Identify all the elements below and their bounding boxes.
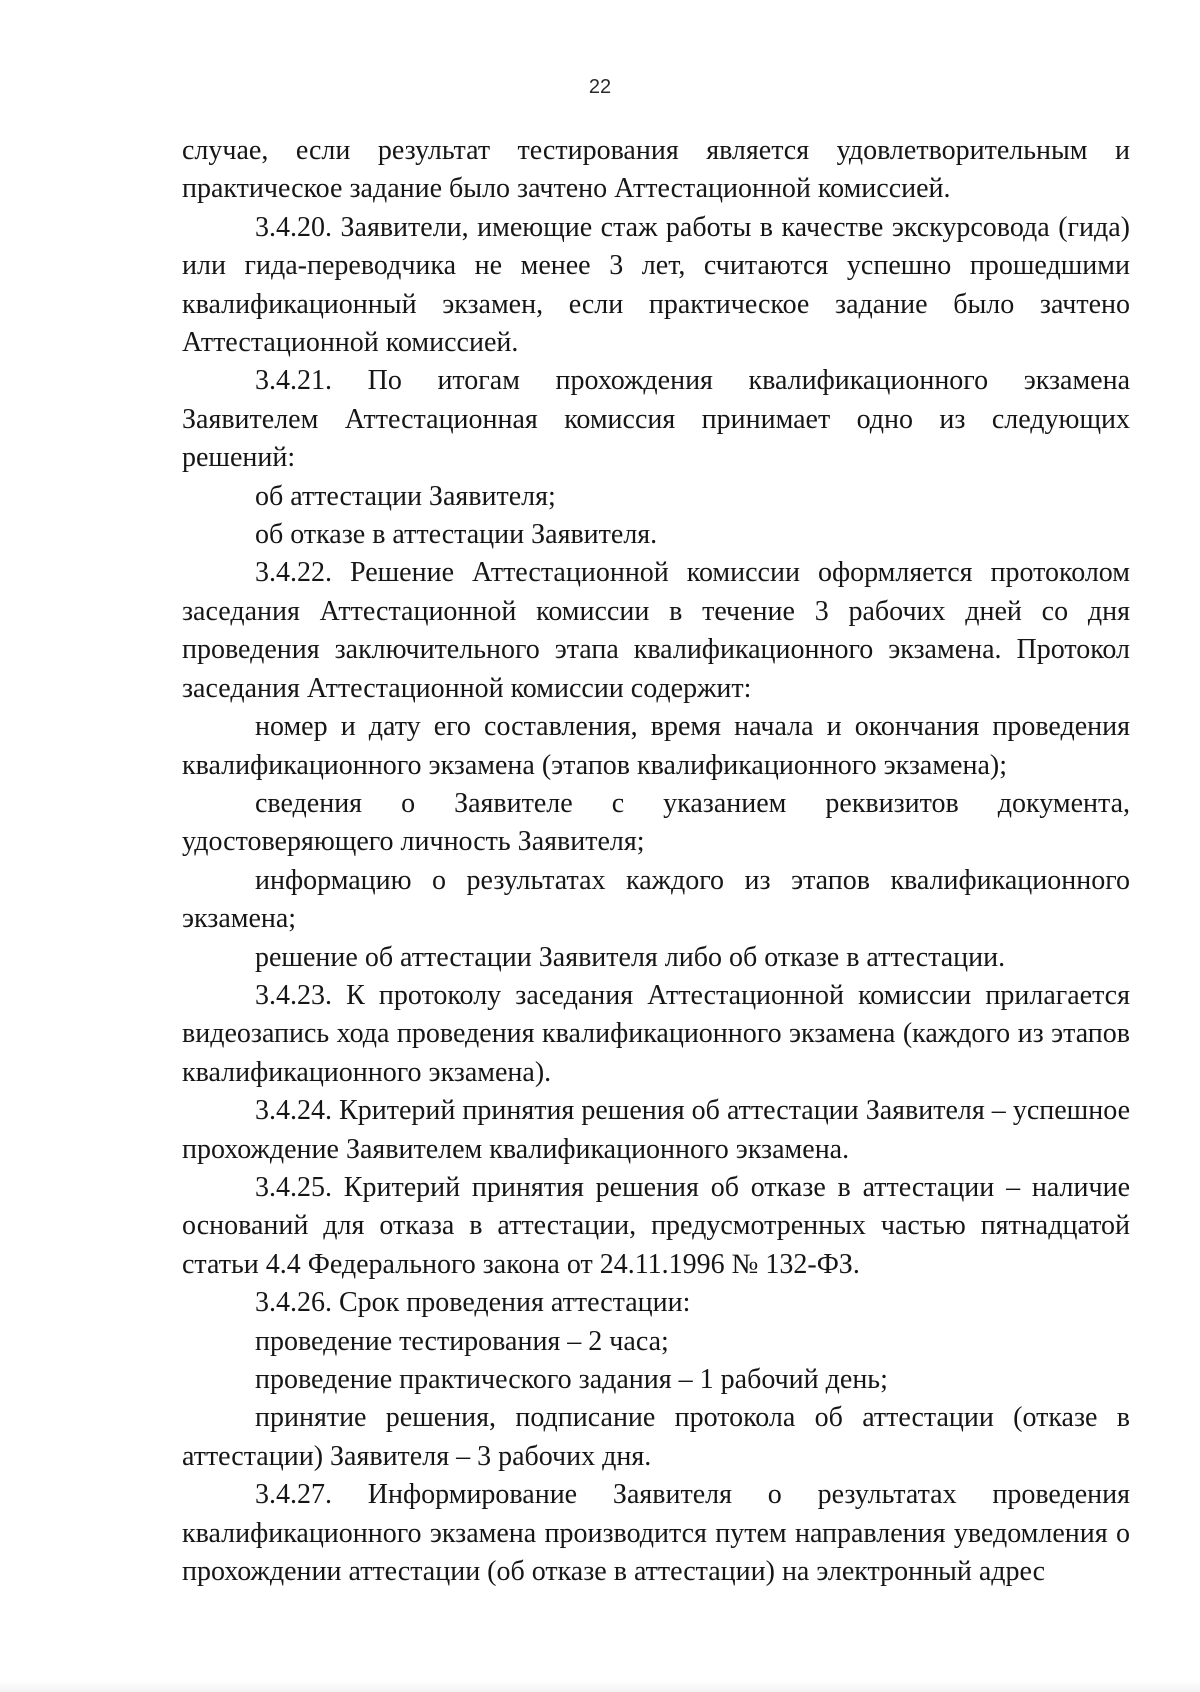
paragraph-3-4-24: 3.4.24. Критерий принятия решения об аттестации Заявителя – успешное прохождение Заявителем квалификационного экзамена.: [182, 1095, 1130, 1165]
scan-edge-shadow: [0, 1680, 1200, 1692]
paragraph-3-4-26: 3.4.26. Срок проведения аттестации:: [255, 1287, 691, 1319]
list-item-decision: решение об аттестации Заявителя либо об отказе в аттестации.: [255, 941, 1006, 973]
list-item-applicant-info: сведения о Заявителе с указанием реквизитов документа, удостоверяющего личность Заявителя;: [182, 787, 1130, 858]
paragraph-3-4-21: 3.4.21. По итогам прохождения квалификационного экзамена Заявителем Аттестационная комиссия принимает одно из следующих решений:: [182, 365, 1130, 474]
list-item-decision-duration: принятие решения, подписание протокола об аттестации (отказе в аттестации) Заявителя – 3 рабочих дня.: [182, 1402, 1130, 1472]
document-body: [182, 132, 1130, 1591]
page-number: 22: [588, 76, 612, 98]
list-item-protocol-number-date: номер и дату его составления, время начала и окончания проведения квалификационного экзамена (этапов квалификационного экзамена);: [182, 711, 1130, 781]
list-item-refusal: об отказе в аттестации Заявителя.: [255, 519, 658, 551]
paragraph-3-4-25: 3.4.25. Критерий принятия решения об отказе в аттестации – наличие оснований для отказа в аттестации, предусмотренных частью пятнадцатой статьи 4.4 Федерального закона от 24.11.1996 № 132-ФЗ.: [182, 1171, 1130, 1280]
paragraph-3-4-22: 3.4.22. Решение Аттестационной комиссии оформляется протоколом заседания Аттестационной комиссии в течение 3 рабочих дней со дня проведения заключительного этапа квалификационного экзамена. Протокол заседания Аттестационной комиссии содержит:: [182, 557, 1130, 704]
list-item-practical-duration: проведение практического задания – 1 рабочий день;: [255, 1364, 888, 1395]
list-item-testing-duration: проведение тестирования – 2 часа;: [255, 1325, 669, 1357]
paragraph-3-4-27: 3.4.27. Информирование Заявителя о результатах проведения квалификационного экзамена производится путем направления уведомления о прохождении аттестации (об отказе в аттестации) на электронный адрес: [182, 1479, 1130, 1588]
list-item-stage-results: информацию о результатах каждого из этапов квалификационного экзамена;: [182, 864, 1130, 935]
list-item-attestation: об аттестации Заявителя;: [255, 480, 556, 512]
paragraph-continuation: случае, если результат тестирования является удовлетворительным и практическое задание было зачтено Аттестационной комиссией.: [182, 135, 1130, 205]
paragraph-3-4-23: 3.4.23. К протоколу заседания Аттестационной комиссии прилагается видеозапись хода проведения квалификационного экзамена (каждого из этапов квалификационного экзамена).: [182, 979, 1130, 1088]
paragraph-3-4-20: 3.4.20. Заявители, имеющие стаж работы в качестве экскурсовода (гида) или гида-переводчика не менее 3 лет, считаются успешно прошедшими квалификационный экзамен, если практическое задание было зачтено Аттестационной комиссией.: [182, 211, 1130, 359]
